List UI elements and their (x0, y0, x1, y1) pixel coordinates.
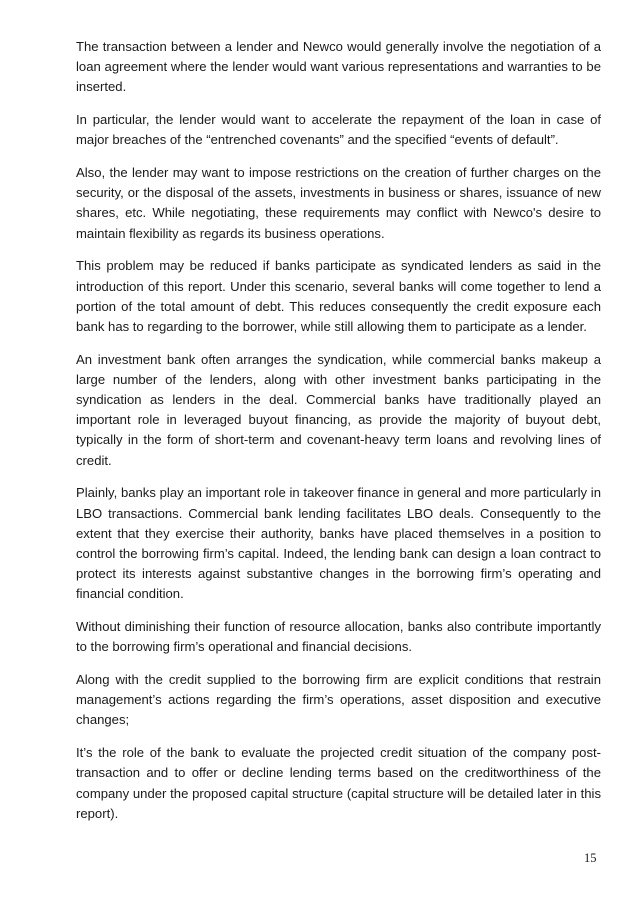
paragraph-bank-role: Plainly, banks play an important role in takeover finance in general and more particularly in LBO transactions. Commercial bank lending facilitates LBO deals. Consequently to the extent that they exercise their authority, banks have placed themselves in a position to control the borrowing firm’s capital. Indeed, the lending bank can design a loan contract to protect its interests against substantive changes in the borrowing firm’s operating and financial condition. (76, 485, 601, 602)
paragraph-investment-bank: An investment bank often arranges the syndication, while commercial banks makeup a large number of the lenders, along with other investment banks participating in the syndication as lenders in the deal. Commercial banks have traditionally played an important role in leveraged buyout financing, as provide the majority of buyout debt, typically in the form of short-term and covenant-heavy term loans and revolving lines of credit. (76, 351, 601, 468)
paragraph-syndication: This problem may be reduced if banks participate as syndicated lenders as said in the introduction of this report. Under this scenario, several banks will come together to lend a portion of the total amount of debt. This reduces consequently the credit exposure each bank has to regarding to the borrower, while still allowing them to participate as a lender. (76, 258, 601, 334)
paragraph-resource-allocation: Without diminishing their function of resource allocation, banks also contribute importantly to the borrowing firm’s operational and financial decisions. (76, 619, 601, 655)
document-body (76, 37, 601, 836)
paragraph-acceleration: In particular, the lender would want to accelerate the repayment of the loan in case of major breaches of the “entrenched covenants” and the specified “events of default”. (76, 112, 601, 148)
paragraph-credit-evaluation: It’s the role of the bank to evaluate the projected credit situation of the company post-transaction and to offer or decline lending terms based on the creditworthiness of the company under the proposed capital structure (capital structure will be detailed later in this report). (76, 745, 601, 821)
paragraph-negotiation: The transaction between a lender and Newco would generally involve the negotiation of a loan agreement where the lender would want various representations and warranties to be inserted. (76, 39, 601, 95)
paragraph-restrictions: Also, the lender may want to impose restrictions on the creation of further charges on the security, or the disposal of the assets, investments in business or shares, issuance of new shares, etc. While negotiating, these requirements may conflict with Newco's desire to maintain flexibility as regards its business operations. (76, 165, 601, 241)
paragraph-explicit-conditions: Along with the credit supplied to the borrowing firm are explicit conditions that restrain management’s actions regarding the firm’s operations, asset disposition and executive changes; (76, 671, 601, 728)
page-number: 15 (584, 851, 597, 865)
